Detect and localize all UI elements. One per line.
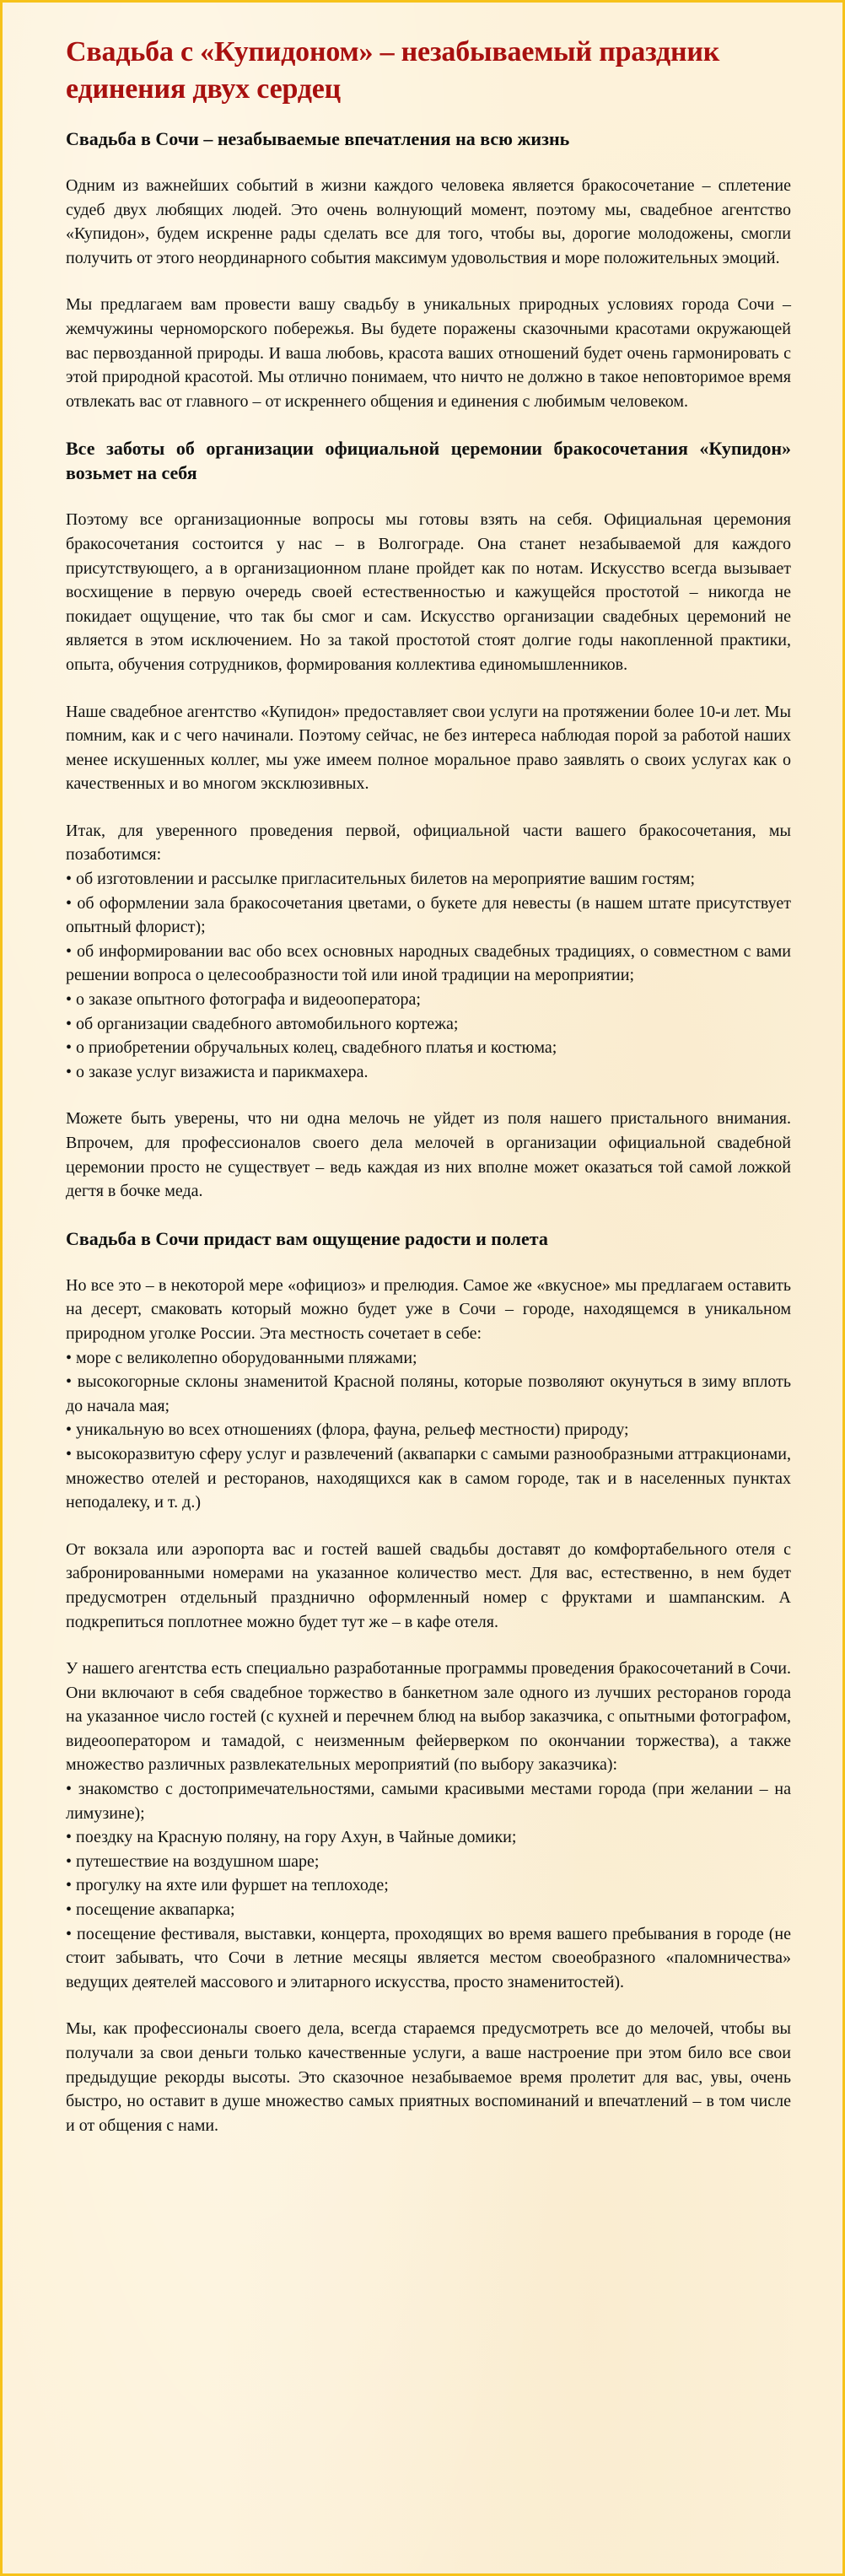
list-item: • о заказе опытного фотографа и видеооператора; (66, 990, 421, 1010)
list-item: • высокогорные склоны знаменитой Красной поляны, которые позволяют окунуться в зиму вплоть до начала мая; (66, 1372, 791, 1415)
list-item: • путешествие на воздушном шаре; (66, 1851, 320, 1871)
list-item: • посещение аквапарка; (66, 1900, 235, 1920)
list-item: • уникальную во всех отношениях (флора, фауна, рельеф местности) природу; (66, 1420, 629, 1440)
services-list (66, 867, 791, 1084)
list-intro: Но все это – в некоторой мере «официоз» и прелюдия. Самое же «вкусное» мы предлагаем оставить на десерт, смаковать который можно будет уже в Сочи – городе, находящемся в уникальном природном уголке России. Эта местность сочетает в себе: (66, 1275, 791, 1343)
list-item: • поездку на Красную поляну, на гору Ахун, в Чайные домики; (66, 1828, 517, 1847)
paragraph: Наше свадебное агентство «Купидон» предоставляет свои услуги на протяжении более 10-и лет. Мы помним, как и с чего начинали. Поэтому сейчас, не без интереса наблюдая порой за работой наших менее искушенных коллег, мы уже имеем полное моральное право заявлять о своих услугах как о качественных и во многом эксклюзивных. (66, 702, 791, 794)
entertainment-list (66, 1777, 791, 1994)
section-heading: Свадьба в Сочи придаст вам ощущение радости и полета (66, 1227, 548, 1249)
list-item: • высокоразвитую сферу услуг и развлечений (аквапарки с самыми разнообразными аттракционами, множество отелей и ресторанов, находящихся как в самом городе, так и в населенных пунктах неподалеку, и т. д.) (66, 1444, 791, 1512)
section-official-ceremony (66, 436, 791, 1226)
page-title: Свадьба с «Купидоном» – незабываемый праздник единения двух сердец (66, 36, 720, 105)
paragraph: Одним из важнейших событий в жизни каждого человека является бракосочетание – сплетение судеб двух любящих людей. Это очень волнующий момент, поэтому мы, свадебное агентство «Купидон», будем искренне рады сделать все для того, чтобы вы, дорогие молодожены, смогли получить от этого неординарного события максимум удовольствия и море положительных эмоций. (66, 176, 791, 267)
article (66, 34, 791, 2137)
paragraph: Поэтому все организационные вопросы мы готовы взять на себя. Официальная церемония бракосочетания состоится у нас – в Волгограде. Она станет незабываемой для каждого присутствующего, а в организационном плане пройдет как по нотам. Искусство всегда вызывает восхищение в первую очередь своей естественностью и кажущейся простотой – никогда не покидает ощущение, что так бы смог и сам. Искусство организации свадебных церемоний не является в этом исключением. Но за такой простотой стоят долгие годы накопленной практики, опыта, обучения сотрудников, формирования коллектива единомышленников. (66, 510, 791, 674)
list-item: • знакомство с достопримечательностями, самыми красивыми местами города (при желании – на лимузине); (66, 1780, 791, 1823)
list-item: • о заказе услуг визажиста и парикмахера. (66, 1062, 369, 1081)
list-item: • прогулку на яхте или фуршет на теплоходе; (66, 1876, 389, 1895)
paragraph: От вокзала или аэропорта вас и гостей вашей свадьбы доставят до комфортабельного отеля с забронированными номерами на указанное количество мест. Для вас, естественно, в нем будет предусмотрен отдельный празднично оформленный номер с фруктами и шампанским. А подкрепиться поплотнее можно будет тут же – в кафе отеля. (66, 1539, 791, 1631)
paragraph: Мы предлагаем вам провести вашу свадьбу в уникальных природных условиях города Сочи – жемчужины черноморского побережья. Вы будете поражены сказочными красотами окружающей вас первозданной природы. И ваша любовь, красота ваших отношений будет очень гармонировать с этой природной красотой. Мы отлично понимаем, что ничто не должно в такое неповторимое время отвлекать вас от главного – от искреннего общения и единения с любимым человеком. (66, 295, 791, 411)
section-joy-and-flight (66, 1226, 791, 2138)
list-item: • море с великолепно оборудованными пляжами; (66, 1348, 417, 1367)
sochi-features-list (66, 1346, 791, 1515)
paragraph: Можете быть уверены, что ни одна мелочь не уйдет из поля нашего пристального внимания. Впрочем, для профессионалов своего дела мелочей в организации официальной свадебной церемонии просто не существует – ведь каждая из них вполне может оказаться той самой ложкой дегтя в бочке меда. (66, 1109, 791, 1201)
section-heading: Свадьба в Сочи – незабываемые впечатления на всю жизнь (66, 128, 570, 149)
list-item: • о приобретении обручальных колец, свадебного платья и костюма; (66, 1038, 557, 1058)
list-intro: Итак, для уверенного проведения первой, официальной части вашего бракосочетания, мы позаботимся: (66, 821, 791, 865)
list-item: • об организации свадебного автомобильного кортежа; (66, 1014, 459, 1033)
list-item: • об изготовлении и рассылке пригласительных билетов на мероприятие вашим гостям; (66, 870, 696, 889)
list-item: • посещение фестиваля, выставки, концерта, проходящих во время вашего пребывания в городе (не стоит забывать, что Сочи в летние месяцы является местом своеобразного «паломничества» ведущих деятелей массового и элитарного искусства, просто знаменитостей). (66, 1924, 791, 1991)
paragraph: Мы, как профессионалы своего дела, всегда стараемся предусмотреть все до мелочей, чтобы вы получали за свои деньги только качественные услуги, а ваше настроение при этом било все свои предыдущие рекорды высоты. Это сказочное незабываемое время пролетит для вас, увы, очень быстро, но оставит в душе множество самых приятных воспоминаний и впечатлений – в том числе и от общения с нами. (66, 2019, 791, 2135)
section-wedding-in-sochi (66, 127, 791, 436)
list-item: • об информировании вас обо всех основных народных свадебных традициях, о совместном с вами решении вопроса о целесообразности той или иной традиции на мероприятии; (66, 941, 791, 985)
list-intro: У нашего агентства есть специально разработанные программы проведения бракосочетаний в Сочи. Они включают в себя свадебное торжество в банкетном зале одного из лучших ресторанов города на указанное число гостей (с кухней и перечнем блюд на выбор заказчика, с опытными фотографом, видеооператором и тамадой, с неизменным фейерверком по окончании торжества), а также множество различных развлекательных мероприятий (по выбору заказчика): (66, 1659, 791, 1775)
list-item: • об оформлении зала бракосочетания цветами, о букете для невесты (в нашем штате присутствует опытный флорист); (66, 893, 791, 937)
section-heading: Все заботы об организации официальной церемонии бракосочетания «Купидон» возьмет на себя (66, 438, 791, 484)
